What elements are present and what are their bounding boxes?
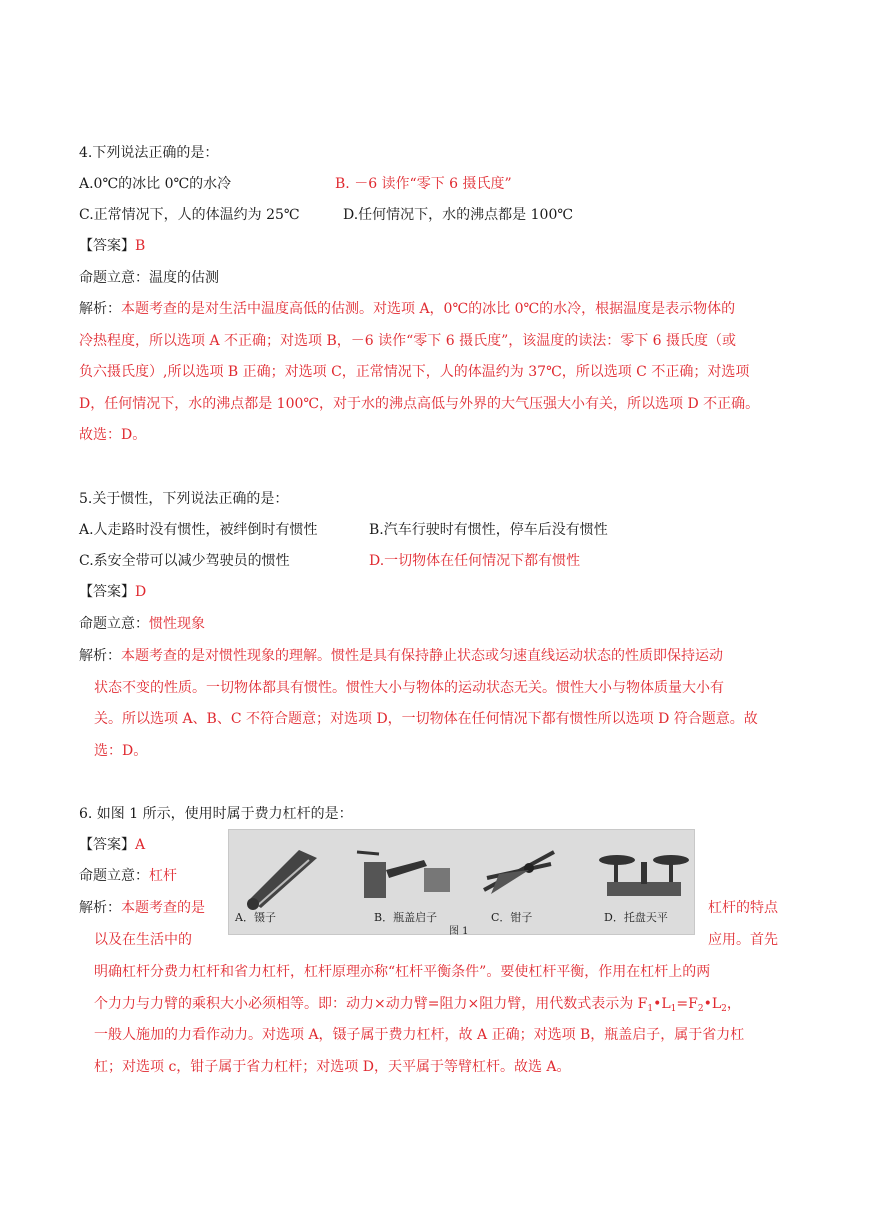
q4-option-c: C.正常情况下，人的体温约为 25℃ xyxy=(79,207,300,223)
answer-label: 【答案】 xyxy=(79,837,135,853)
formula-text: =F xyxy=(676,996,698,1012)
answer-value: D xyxy=(135,584,147,600)
caption-b: B．瓶盖启子 xyxy=(374,911,438,924)
q6-analysis-line-2: 以及在生活中的 xyxy=(94,932,192,948)
caption-d: D．托盘天平 xyxy=(604,911,668,924)
q4-option-a: A.0℃的冰比 0℃的水冷 xyxy=(79,176,232,192)
analysis-text: 本题考查的是 xyxy=(121,900,205,916)
subscript: 1 xyxy=(670,1004,677,1014)
q4-option-d: D.任何情况下，水的沸点都是 100℃ xyxy=(343,207,574,223)
topic-value: 杠杆 xyxy=(149,868,177,884)
q5-stem: 5.关于惯性，下列说法正确的是： xyxy=(79,491,289,507)
topic-label: 命题立意： xyxy=(79,616,149,632)
caption-c: C．钳子 xyxy=(491,911,533,924)
subscript: 2 xyxy=(697,1004,704,1014)
q6-answer xyxy=(79,835,145,855)
q4-stem: 4.下列说法正确的是： xyxy=(79,145,219,161)
q4-answer xyxy=(79,236,145,256)
topic-value: 惯性现象 xyxy=(149,616,205,632)
formula-text: 个力力与力臂的乘积大小必须相等。即：动力×动力臂=阻力×阻力臂，用代数式表示为 F xyxy=(94,996,648,1012)
pliers-drawing xyxy=(484,852,554,894)
analysis-text: 本题考查的是对生活中温度高低的估测。对选项 A，0℃的冰比 0℃的水冷，根据温度是表示物体的 xyxy=(121,301,736,317)
q5-analysis-line-1 xyxy=(79,646,723,666)
q6-analysis-line-2-right: 应用。首先 xyxy=(708,932,778,948)
q6-analysis-line-3: 明确杠杆分费力杠杆和省力杠杆，杠杆原理亦称“杠杆平衡条件”。要使杠杆平衡，作用在杠杆上的两 xyxy=(94,964,711,980)
q6-stem: 6. 如图 1 所示，使用时属于费力杠杆的是： xyxy=(79,806,353,822)
figure-title: 图 1 xyxy=(449,926,469,937)
q5-analysis-line-2: 状态不变的性质。一切物体都具有惯性。惯性大小与物体的运动状态无关。惯性大小与物体质量大小有 xyxy=(94,680,724,696)
q4-analysis-line-1 xyxy=(79,299,735,319)
q5-analysis-line-3: 关。所以选项 A、B、C 不符合题意；对选项 D，一切物体在任何情况下都有惯性所以选项 D 符合题意。故 xyxy=(94,711,758,727)
analysis-text: 本题考查的是对惯性现象的理解。惯性是具有保持静止状态或匀速直线运动状态的性质即保持运动 xyxy=(121,648,723,664)
q6-analysis-line-6: 杠；对选项 c，钳子属于省力杠杆；对选项 D，天平属于等臂杠杆。故选 A。 xyxy=(94,1059,571,1075)
q5-answer xyxy=(79,582,146,602)
answer-value: A xyxy=(135,837,146,853)
topic-label: 命题立意： xyxy=(79,868,149,884)
analysis-label: 解析： xyxy=(79,648,121,664)
figure-1-levers xyxy=(228,829,695,935)
analysis-label: 解析： xyxy=(79,900,121,916)
q5-topic xyxy=(79,614,205,634)
q4-analysis-line-3: 负六摄氏度）,所以选项 B 正确；对选项 C，正常情况下，人的体温约为 37℃，所以选项 C 不正确；对选项 xyxy=(79,364,750,380)
q4-analysis-line-4: D，任何情况下，水的沸点都是 100℃，对于水的沸点高低与外界的大气压强大小有关，所以选项 D 不正确。 xyxy=(79,396,760,412)
formula-text: •L xyxy=(703,996,722,1012)
balance-drawing xyxy=(599,855,689,896)
q5-option-d: D.一切物体在任何情况下都有惯性 xyxy=(369,553,581,569)
q5-option-c: C.系安全带可以减少驾驶员的惯性 xyxy=(79,553,290,569)
q4-analysis-line-5: 故选：D。 xyxy=(79,427,147,443)
q5-option-b: B.汽车行驶时有惯性，停车后没有惯性 xyxy=(369,522,608,538)
q5-option-a: A.人走路时没有惯性，被绊倒时有惯性 xyxy=(79,522,318,538)
analysis-label: 解析： xyxy=(79,301,121,317)
subscript: 1 xyxy=(647,1004,654,1014)
answer-label: 【答案】 xyxy=(79,238,135,254)
answer-value: B xyxy=(135,238,146,254)
q4-topic xyxy=(79,268,219,288)
caption-a: A．镊子 xyxy=(235,911,276,924)
q6-analysis-line-1 xyxy=(79,898,205,918)
q6-topic xyxy=(79,866,177,886)
formula-text: ， xyxy=(726,996,741,1012)
q5-analysis-line-4: 选：D。 xyxy=(94,743,148,759)
topic-label: 命题立意： xyxy=(79,270,149,286)
topic-value: 温度的估测 xyxy=(149,270,219,286)
q6-analysis-line-5: 一般人施加的力看作动力。对选项 A，镊子属于费力杠杆，故 A 正确；对选项 B，瓶盖启子，属于省力杠 xyxy=(94,1027,745,1043)
q4-option-b: B. －6 读作“零下 6 摄氏度” xyxy=(335,176,512,192)
q4-analysis-line-2: 冷热程度，所以选项 A 不正确；对选项 B，－6 读作“零下 6 摄氏度”，该温度的读法：零下 6 摄氏度（或 xyxy=(79,333,737,349)
q6-analysis-line-4 xyxy=(94,994,741,1016)
tweezers-drawing xyxy=(247,850,317,910)
answer-label: 【答案】 xyxy=(79,584,135,600)
subscript: 2 xyxy=(721,1004,727,1014)
bottle-opener-drawing xyxy=(357,852,450,898)
formula-text: •L xyxy=(653,996,671,1012)
q6-analysis-line-1-right: 杠杆的特点 xyxy=(708,900,778,916)
